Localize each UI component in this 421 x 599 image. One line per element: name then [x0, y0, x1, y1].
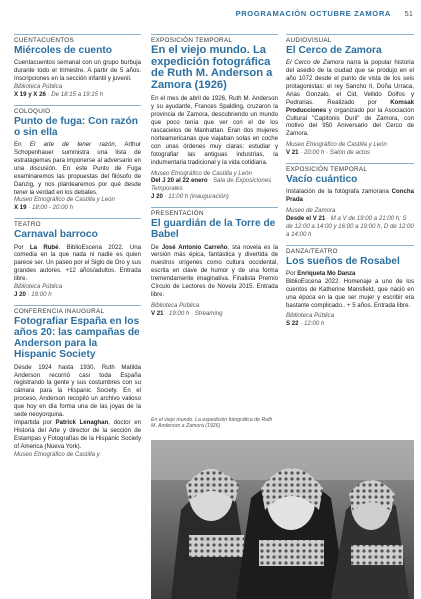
event-en-el-viejo-mundo: [151, 34, 278, 201]
header-city: ZAMORA: [354, 9, 391, 18]
event-date-range: Del J 20 al 22 enero · Sala de Exposiciones Temporales: [151, 177, 272, 193]
event-title: Carnaval barroco: [14, 229, 98, 241]
event-category: EXPOSICIÓN TEMPORAL: [286, 163, 414, 173]
event-category: AUDIOVISUAL: [286, 34, 414, 44]
event-description: Por Enriqueta Mo Danza BiblioEscena 2022. Homenaje a uno de los cuentos de Katherine Mansfield, que nació en una época en la que ser mujer y escribir era bastante complicado.. + 5 años. Entrada libre.: [286, 269, 414, 309]
event-el-cerco-de-zamora: [286, 34, 414, 157]
event-title: Punto de fuga: Con razón o sin ella: [14, 115, 138, 138]
event-venue: Biblioteca Pública: [151, 301, 200, 309]
photo-caption: En el viejo mundo. La expedición fotográfica de Ruth M. Anderson a Zamora (1926): [151, 417, 273, 430]
event-date: X 19 · 18:00 - 20:00 h: [14, 204, 73, 212]
event-guardian-torre-babel: [151, 207, 278, 318]
event-description: En El arte de tener razón, Arthur Schopenhauer suministra una lista de estratagemas para imponerse al adversario en una discusión. En este Punto de Fuga examinaremos las propuestas del filósofo de Danzig, y nos plantearemos por qué desde tener la verdad en los debates.: [14, 141, 141, 196]
event-date: Desde el V 21 · M a V de 19:00 a 21:00 h; S de 12:00 a 14:00 y 16:00 a 19:00 h, D de 12:00 a 14:00 h: [286, 215, 414, 238]
event-los-suenos-de-rosabel: [286, 245, 414, 329]
event-description: El Cerco de Zamora narra la popular historia del asedio de la ciudad que se produjo en el año 1072 desde el punto de vista de los seis protagonistas: el rey Sancho II, Doña Urraca, Arias Gonzalo, el Cid, Vellido Dolfos y Pedrarias. Realizado por Komsak Producciones y organizado por la Asociación Cultural "Capitonis Durii" de Zamora, con motivo del 950 Aniversario del Cerco de Zamora.: [286, 59, 415, 138]
event-venue: Museo Etnográfico de Castilla y León: [286, 141, 387, 149]
event-venue: Museo de Zamora: [286, 207, 336, 215]
event-date: J 20 · 19:00 h: [14, 290, 52, 298]
page-number: 51: [404, 9, 413, 18]
event-category: CUENTACUENTOS: [14, 34, 141, 44]
event-category: EXPOSICIÓN TEMPORAL: [151, 34, 278, 44]
event-description: Cuentacuentos semanal con un grupo burbuja durante todo el trimestre. A partir de 5 años. Inscripciones en la sección infantil y juvenil.: [14, 59, 141, 83]
event-venue: Biblioteca Pública: [286, 312, 335, 320]
event-title: El guardián de la Torre de Babel: [151, 218, 276, 241]
event-date: J 20 · 11:00 h (inauguración): [151, 193, 229, 201]
event-vacio-cuantico: [286, 163, 414, 239]
event-venue: Museo Etnográfico de Castilla y: [14, 450, 100, 458]
event-description: En el mes de abril de 1926, Ruth M. Anderson y su ayudante, Frances Spalding, cruzaron la provincia de Zamora, descubriendo un mundo que poco tenía que ver con el de los rascacielos de Manhattan. Eran dos mujeres norteamericanas que viajaban solas en coche con unas órdenes muy claras: estudiar y fotografiar las antiguas industrias, la indumentaria tradicional y la vida cotidiana.: [151, 95, 278, 166]
event-date: S 22 · 12:00 h: [286, 320, 325, 328]
event-title: En el viejo mundo. La expedición fotográfica de Ruth M. Anderson a Zamora (1926): [151, 44, 273, 91]
event-conferencia-inaugural: [14, 305, 141, 459]
header-prefix: PROGRAMACIÓN OCTUBRE: [235, 9, 355, 18]
event-title: El Cerco de Zamora: [286, 45, 382, 56]
event-punto-de-fuga: [14, 105, 141, 213]
event-title: Vacío cuántico: [286, 174, 358, 186]
event-venue: Biblioteca Pública: [14, 82, 63, 90]
event-category: CONFERENCIA INAUGURAL: [14, 305, 141, 315]
event-venue: Biblioteca Pública: [14, 283, 63, 291]
event-venue: Museo Etnográfico de Castilla y León: [14, 196, 115, 204]
event-speaker: Impartida por Patrick Lenaghan, doctor en Historia del Arte y director de la sección de Estampas y Fotografías de la Hispanic Society of America (Nueva York).: [14, 419, 141, 450]
event-date: V 21 · 19:00 h · Streaming: [151, 309, 223, 317]
event-title: Miércoles de cuento: [14, 45, 112, 56]
page-header: [0, 8, 421, 22]
event-category: PRESENTACIÓN: [151, 207, 278, 217]
event-date: X 19 y X 26 · De 18:15 a 19:15 h: [14, 90, 104, 98]
event-description: Por La Rubé. BiblioEscena 2022. Una comedia en la que nada ni nadie es quien parece ser. Un paseo por el Siglo de Oro y sus grandes autores. +12 años/adultos. Entrada libre.: [14, 243, 141, 283]
event-date: V 21 · 20:00 h · Salón de actos: [286, 149, 371, 157]
event-venue: Museo Etnográfico de Castilla y León: [151, 169, 252, 177]
event-description: Desde 1924 hasta 1930, Ruth Matilda Anderson recorrió casi toda España registrando la gente y sus costumbres con su cámara para la Hispanic Society. En el proceso, Anderson recopiló un archivo valioso que hoy en día forma una de las joyas de la sede neoyorquina.: [14, 363, 141, 419]
event-category: TEATRO: [14, 218, 141, 228]
event-carnaval-barroco: [14, 218, 141, 299]
event-title: Fotografiar España en los años 20: las campañas de Anderson para la Hispanic Society: [14, 315, 140, 361]
column-1: [14, 34, 141, 459]
event-category: COLOQUIO: [14, 105, 141, 115]
column-2: [151, 34, 278, 318]
photo-figures-image: [151, 440, 414, 599]
header-title: [236, 9, 391, 18]
event-miercoles-de-cuento: [14, 34, 141, 99]
event-title: Los sueños de Rosabel: [286, 255, 400, 267]
column-3: [286, 34, 414, 328]
anderson-photograph: [151, 440, 414, 599]
event-description: Instalación de la fotógrafa zamorana Concha Prada: [286, 188, 414, 204]
event-description: De José Antonio Carreño, sta novela es la versión más épica, fantástica y divertida de nuestros orígenes como cultura occidental, escrita en clave de humor y de una forma tremendamente imaginativa. Finalista Premio Círculo de Lectores de Novela 2015. Entrada libre.: [151, 243, 278, 298]
event-category: DANZA/TEATRO: [286, 245, 414, 255]
